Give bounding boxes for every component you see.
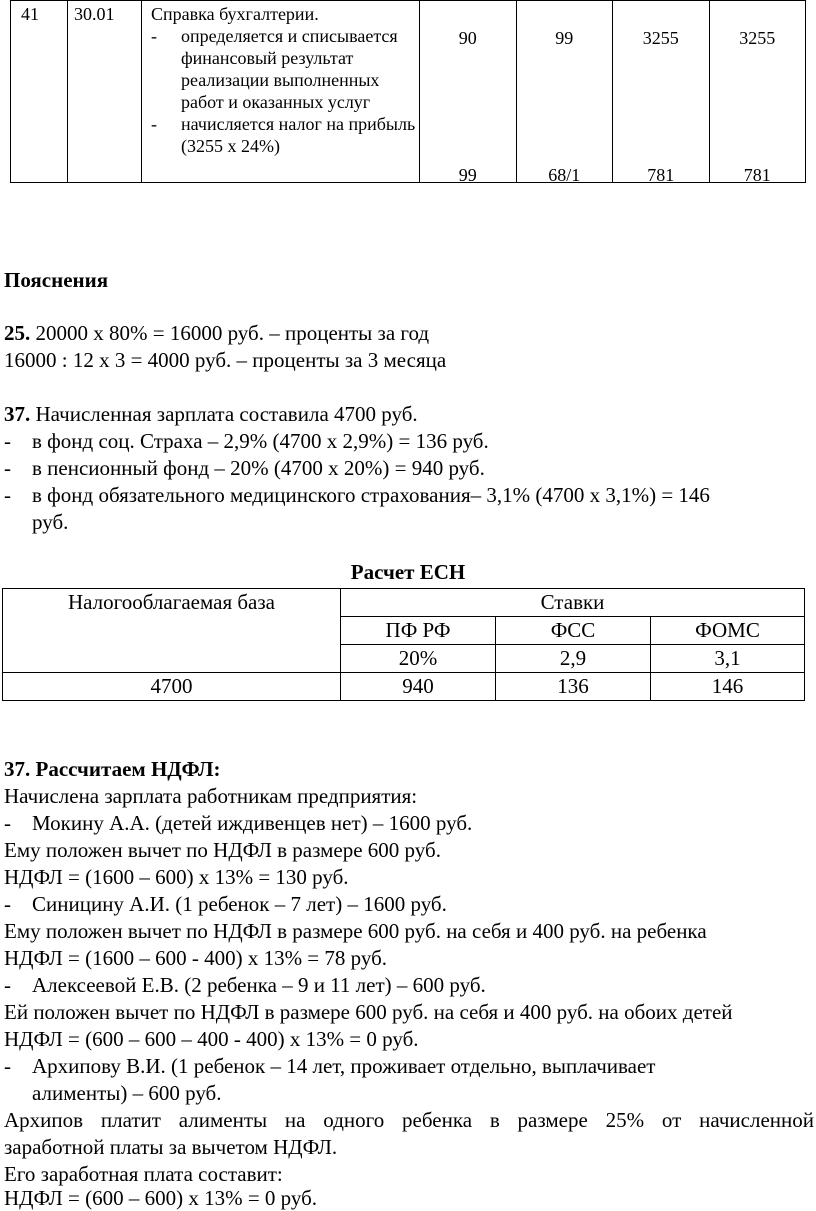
esn-title: Расчет ЕСН [350,560,466,584]
value-pf: 940 [341,673,496,701]
rates-header: Ставки [341,589,805,617]
ndfl-line: Мокину А.А. (детей иждивенцев нет) – 1600 руб. [32,811,473,835]
rate-fss: 2,9 [496,645,651,673]
list-item: - [4,483,11,507]
list-item: - [4,892,11,916]
ndfl-title: 37. Рассчитаем НДФЛ: [4,757,221,781]
note-37-item-3: в фонд обязательного медицинского страхования– 3,1% (4700 х 3,1%) = 146 [32,483,710,507]
rate-pf: 20% [341,645,496,673]
value-fss: 136 [496,673,651,701]
col-pf: ПФ РФ [341,617,496,645]
list-item: - [4,429,11,453]
journal-table [10,0,806,183]
table-row [3,589,805,617]
note-37-item-3-cont: руб. [32,510,69,534]
note-37-line1: 37. Начисленная зарплата составила 4700 руб. [4,402,418,426]
note-25-line2: 16000 : 12 х 3 = 4000 руб. – проценты за 3 месяца [4,348,447,372]
entry-description [142,1,420,183]
ndfl-line: Ей положен вычет по НДФЛ в размере 600 руб. на себя и 400 руб. на обоих детей [4,1000,733,1024]
debit-cell: 90 99 [420,1,517,183]
entry-heading: Справка бухгалтерии. [151,4,319,24]
table-row [3,673,805,701]
note-37-item-1: в фонд соц. Страха – 2,9% (4700 х 2,9%) = 136 руб. [32,429,489,453]
col-fss: ФСС [496,617,651,645]
esn-table [2,588,805,701]
sum1-cell: 3255 781 [613,1,710,183]
list-item: - [4,973,11,997]
ndfl-line: Алексеевой Е.В. (2 ребенка – 9 и 11 лет) – 600 руб. [32,973,486,997]
credit-cell: 99 68/1 [516,1,613,183]
entry-date: 30.01 [68,1,142,183]
ndfl-line: заработной платы за вычетом НДФЛ. [4,1135,338,1159]
list-item: - [4,1054,11,1078]
list-item: - [4,811,11,835]
ndfl-line: НДФЛ = (600 – 600 – 400 - 400) х 13% = 0 руб. [4,1027,419,1051]
note-25-line1: 25. 20000 х 80% = 16000 руб. – проценты за год [4,321,430,345]
ndfl-line: Ему положен вычет по НДФЛ в размере 600 руб. [4,838,441,862]
ndfl-line: НДФЛ = (600 – 600) х 13% = 0 руб. [4,1186,318,1210]
base-header: Налогооблагаемая база [3,589,341,673]
list-item: - начисляется налог на прибыль (3255 х 24%) [151,114,416,156]
ndfl-line: Архипов платит алименты на одного ребенка в размере 25% от начисленной [4,1108,814,1132]
ndfl-line: НДФЛ = (1600 – 600 - 400) х 13% = 78 руб. [4,946,388,970]
value-foms: 146 [651,673,805,701]
ndfl-line: алименты) – 600 руб. [32,1081,222,1105]
ndfl-line: Архипову В.И. (1 ребенок – 14 лет, проживает отдельно, выплачивает [32,1054,656,1078]
list-item: - [4,456,11,480]
sum2-cell: 3255 781 [709,1,806,183]
rate-foms: 3,1 [651,645,805,673]
ndfl-line: Синицину А.И. (1 ребенок – 7 лет) – 1600 руб. [32,892,447,916]
entry-number: 41 [11,1,68,183]
table-row [11,1,806,183]
ndfl-line: Начислена зарплата работникам предприятия: [4,784,418,808]
note-37-item-2: в пенсионный фонд – 20% (4700 х 20%) = 940 руб. [32,456,485,480]
ndfl-line: Его заработная плата составит: [4,1162,283,1186]
list-item: - определяется и списывается финансовый результат реализации выполненных работ и оказанных услуг [151,26,398,112]
ndfl-line: Ему положен вычет по НДФЛ в размере 600 руб. на себя и 400 руб. на ребенка [4,919,707,943]
explanations-title: Пояснения [4,268,109,292]
base-value: 4700 [3,673,341,701]
col-foms: ФОМС [651,617,805,645]
ndfl-line: НДФЛ = (1600 – 600) х 13% = 130 руб. [4,865,349,889]
